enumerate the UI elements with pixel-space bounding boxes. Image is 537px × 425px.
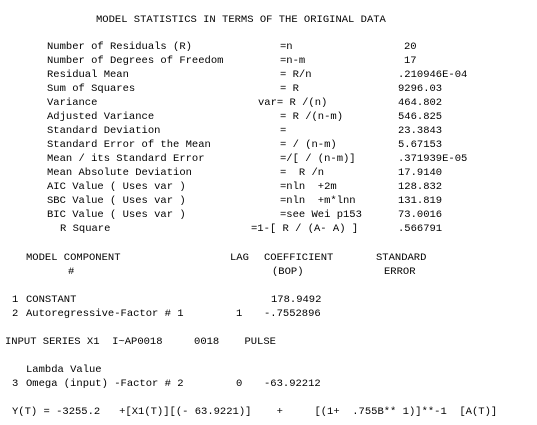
stat-label: Number of Residuals (R) bbox=[47, 41, 192, 53]
row-coefficient: 178.9492 bbox=[271, 294, 322, 306]
row-lag: 0 bbox=[236, 378, 243, 390]
header-standard: STANDARD bbox=[376, 252, 427, 264]
stat-value: 20 bbox=[404, 41, 417, 53]
header-bop: (BOP) bbox=[272, 266, 304, 278]
stat-value: 17.9140 bbox=[398, 167, 443, 179]
row-number: 1 bbox=[12, 294, 19, 306]
stat-value: 546.825 bbox=[398, 111, 443, 123]
stat-formula: = R bbox=[280, 83, 299, 95]
stat-formula: =/[ / (n-m)] bbox=[280, 153, 356, 165]
stat-row bbox=[0, 83, 537, 97]
row-lag: 1 bbox=[236, 308, 243, 320]
stat-formula: = R /n bbox=[280, 167, 325, 179]
header-lag: LAG bbox=[230, 252, 249, 264]
stat-row bbox=[0, 167, 537, 181]
header-model-component: MODEL COMPONENT bbox=[26, 252, 121, 264]
stat-label: Sum of Squares bbox=[47, 83, 136, 95]
stat-formula: =see Wei p153 bbox=[280, 209, 362, 221]
row-number: 2 bbox=[12, 308, 19, 320]
stat-label: BIC Value ( Uses var ) bbox=[47, 209, 186, 221]
row-coefficient: -63.92212 bbox=[264, 378, 321, 390]
stat-row bbox=[0, 195, 537, 209]
stat-row bbox=[0, 97, 537, 111]
stat-value: 9296.03 bbox=[398, 83, 443, 95]
stat-label: Standard Error of the Mean bbox=[47, 139, 211, 151]
stat-label: R Square bbox=[60, 223, 111, 235]
stat-row bbox=[0, 55, 537, 69]
stat-value: .210946E-04 bbox=[398, 69, 468, 81]
stat-row bbox=[0, 223, 537, 237]
stat-row bbox=[0, 181, 537, 195]
stat-value: 464.802 bbox=[398, 97, 443, 109]
stat-formula: =n-m bbox=[280, 55, 306, 67]
stat-label: SBC Value ( Uses var ) bbox=[47, 195, 186, 207]
stat-label: Variance bbox=[47, 97, 98, 109]
stat-label: Standard Deviation bbox=[47, 125, 161, 137]
stat-value: 73.0016 bbox=[398, 209, 443, 221]
stat-row bbox=[0, 139, 537, 153]
stat-row bbox=[0, 209, 537, 223]
row-component: Omega (input) -Factor # 2 bbox=[26, 378, 184, 390]
stat-formula: = R/n bbox=[280, 69, 312, 81]
stat-value: 128.832 bbox=[398, 181, 443, 193]
stat-value: .566791 bbox=[398, 223, 443, 235]
stat-value: .371939E-05 bbox=[398, 153, 468, 165]
stat-row bbox=[0, 153, 537, 167]
header-coefficient: COEFFICIENT bbox=[264, 252, 334, 264]
lambda-label: Lambda Value bbox=[26, 364, 102, 376]
stat-label: Mean Absolute Deviation bbox=[47, 167, 192, 179]
stat-row bbox=[0, 41, 537, 55]
stat-formula: var= R /(n) bbox=[258, 97, 328, 109]
stat-row bbox=[0, 111, 537, 125]
row-component: CONSTANT bbox=[26, 294, 77, 306]
stat-label: Number of Degrees of Freedom bbox=[47, 55, 224, 67]
stat-formula: = bbox=[280, 125, 287, 137]
row-coefficient: -.7552896 bbox=[264, 308, 321, 320]
stat-label: Mean / its Standard Error bbox=[47, 153, 205, 165]
page-title: MODEL STATISTICS IN TERMS OF THE ORIGINAL DATA bbox=[96, 14, 386, 26]
stat-value: 131.819 bbox=[398, 195, 443, 207]
stat-label: Adjusted Variance bbox=[47, 111, 155, 123]
row-component: Autoregressive-Factor # 1 bbox=[26, 308, 184, 320]
header-hash: # bbox=[68, 266, 75, 278]
stat-value: 5.67153 bbox=[398, 139, 443, 151]
stat-row bbox=[0, 69, 537, 83]
stat-formula: =1-[ R / (A- A) ] bbox=[251, 223, 359, 235]
stat-value: 17 bbox=[404, 55, 417, 67]
stat-formula: =nln +m*lnn bbox=[280, 195, 356, 207]
stat-label: AIC Value ( Uses var ) bbox=[47, 181, 186, 193]
stat-value: 23.3843 bbox=[398, 125, 443, 137]
row-number: 3 bbox=[12, 378, 19, 390]
input-series-line: INPUT SERIES X1 I~AP0018 0018 PULSE bbox=[5, 336, 276, 348]
model-equation: Y(T) = -3255.2 +[X1(T)][(- 63.9221)] + [(1+ .755B** 1)]**-1 [A(T)] bbox=[12, 406, 498, 418]
stat-row bbox=[0, 125, 537, 139]
stat-formula: =n bbox=[280, 41, 293, 53]
header-error: ERROR bbox=[384, 266, 416, 278]
stat-formula: = R /(n-m) bbox=[280, 111, 344, 123]
stat-formula: = / (n-m) bbox=[280, 139, 337, 151]
stat-label: Residual Mean bbox=[47, 69, 129, 81]
model-statistics-table bbox=[0, 41, 537, 241]
stat-formula: =nln +2m bbox=[280, 181, 337, 193]
